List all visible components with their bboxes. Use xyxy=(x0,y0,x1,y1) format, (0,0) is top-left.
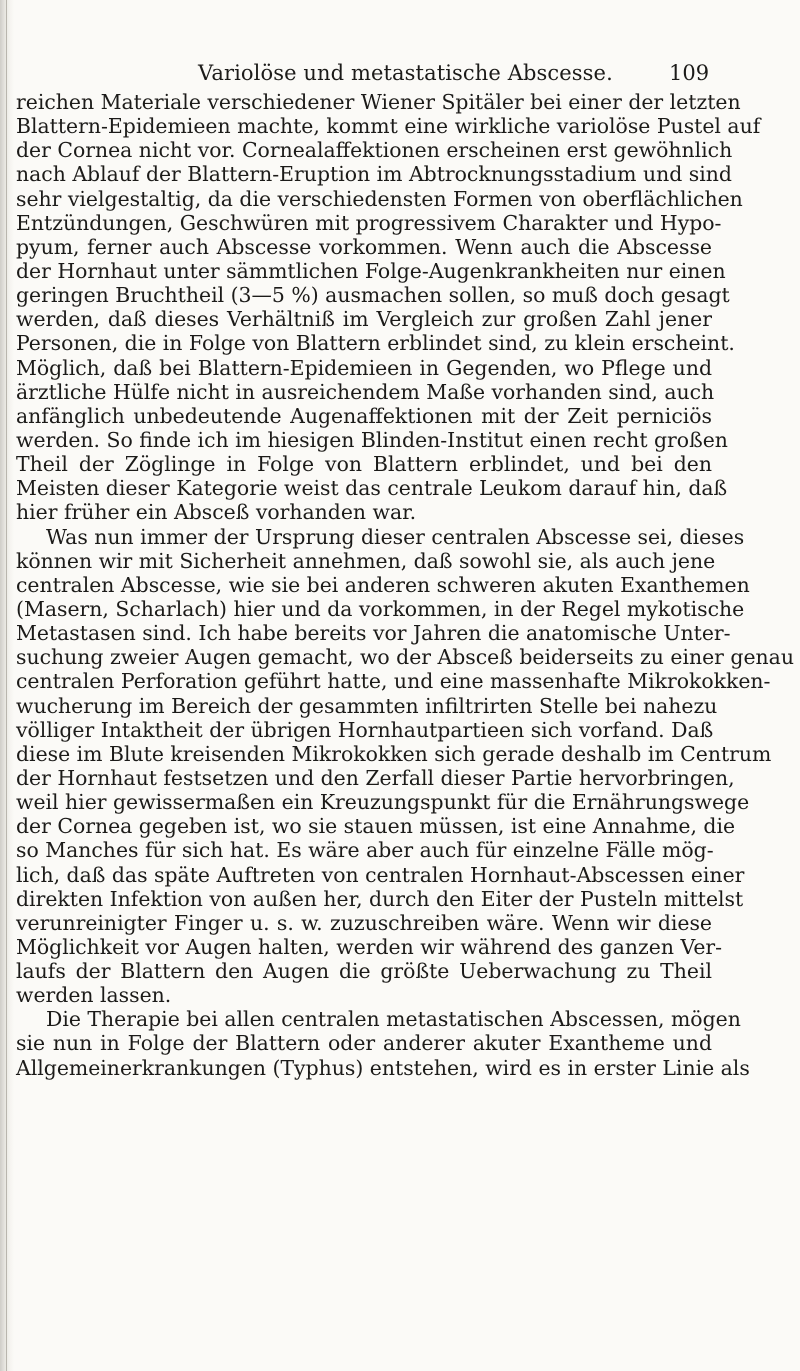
paragraph-start-line: Was nun immer der Ursprung dieser centralen Abscesse sei, dieses xyxy=(46,524,745,549)
text-line: der Cornea nicht vor. Cornealaffektionen erscheinen erst gewöhnlich xyxy=(16,138,733,163)
text-line: der Cornea gegeben ist, wo sie stauen müssen, ist eine Annahme, die xyxy=(16,814,736,839)
text-line: Allgemeinerkrankungen (Typhus) entstehen, wird es in erster Linie als xyxy=(16,1055,750,1080)
text-line: direkten Infektion von außen her, durch den Eiter der Pusteln mittelst xyxy=(16,886,744,911)
text-line: werden. So finde ich im hiesigen Blinden-Institut einen recht großen xyxy=(16,427,728,452)
text-line: so Manches für sich hat. Es wäre aber auch für einzelne Fälle mög- xyxy=(16,838,714,863)
page-gutter-shadow xyxy=(0,0,14,1371)
text-line: anfänglich unbedeutende Augenaffektionen mit der Zeit perniciös xyxy=(16,403,712,428)
text-line: (Masern, Scharlach) hier und da vorkommen, in der Regel mykotische xyxy=(16,596,745,621)
text-line: lich, daß das späte Auftreten von centralen Hornhaut-Abscessen einer xyxy=(16,862,745,887)
text-line: völliger Intaktheit der übrigen Hornhautpartieen sich vorfand. Daß xyxy=(16,717,714,742)
text-line: Meisten dieser Kategorie weist das centrale Leukom darauf hin, daß xyxy=(16,476,728,501)
text-line: geringen Bruchtheil (3—5 %) ausmachen sollen, so muß doch gesagt xyxy=(16,283,730,308)
text-line: weil hier gewissermaßen ein Kreuzungspunkt für die Ernährungswege xyxy=(16,790,750,815)
text-line: werden, daß dieses Verhältniß im Vergleich zur großen Zahl jener xyxy=(16,307,712,332)
text-line: diese im Blute kreisenden Mikrokokken sich gerade deshalb im Centrum xyxy=(16,741,772,766)
text-line: Theil der Zöglinge in Folge von Blattern erblindet, und bei den xyxy=(16,452,712,477)
page-number: 109 xyxy=(669,61,710,85)
text-line: nach Ablauf der Blattern-Eruption im Abtrocknungsstadium und sind xyxy=(16,162,732,187)
text-line: reichen Materiale verschiedener Wiener Spitäler bei einer der letzten xyxy=(16,90,741,114)
text-line: laufs der Blattern den Augen die größte Ueberwachung zu Theil xyxy=(16,959,712,984)
text-line: sehr vielgestaltig, da die verschiedensten Formen von oberflächlichen xyxy=(16,186,743,211)
text-line: Möglich, daß bei Blattern-Epidemieen in Gegenden, wo Pflege und xyxy=(16,355,712,380)
text-line: Entzündungen, Geschwüren mit progressivem Charakter und Hypo- xyxy=(16,210,722,235)
paragraph-start-line: Die Therapie bei allen centralen metastatischen Abscessen, mögen xyxy=(46,1007,741,1032)
running-header xyxy=(0,58,800,88)
paragraph-end-line: werden lassen. xyxy=(16,983,172,1008)
running-title: Variolöse und metastatische Abscesse. xyxy=(198,61,613,85)
text-line: der Hornhaut unter sämmtlichen Folge-Augenkrankheiten nur einen xyxy=(16,258,726,283)
body-text xyxy=(16,90,794,1080)
text-line: suchung zweier Augen gemacht, wo der Absceß beiderseits zu einer genau xyxy=(16,645,794,670)
text-line: können wir mit Sicherheit annehmen, daß sowohl sie, als auch jene xyxy=(16,548,716,573)
text-line: ärztliche Hülfe nicht in ausreichendem Maße vorhanden sind, auch xyxy=(16,379,715,404)
text-line: der Hornhaut festsetzen und den Zerfall dieser Partie hervorbringen, xyxy=(16,765,735,790)
text-line: pyum, ferner auch Abscesse vorkommen. Wenn auch die Abscesse xyxy=(16,234,712,259)
paragraph-end-line: hier früher ein Absceß vorhanden war. xyxy=(16,500,417,525)
text-line: wucherung im Bereich der gesammten infiltrirten Stelle bei nahezu xyxy=(16,693,718,718)
binding-edge-line xyxy=(6,0,7,1371)
text-line: Personen, die in Folge von Blattern erblindet sind, zu klein erscheint. xyxy=(16,331,735,356)
text-line: Möglichkeit vor Augen halten, werden wir während des ganzen Ver- xyxy=(16,934,723,959)
text-line: Metastasen sind. Ich habe bereits vor Jahren die anatomische Unter- xyxy=(16,621,731,646)
text-line: centralen Perforation geführt hatte, und eine massenhafte Mikrokokken- xyxy=(16,669,771,694)
text-line: Blattern-Epidemieen machte, kommt eine wirkliche variolöse Pustel auf xyxy=(16,114,761,139)
text-line: sie nun in Folge der Blattern oder anderer akuter Exantheme und xyxy=(16,1031,712,1056)
text-line: verunreinigter Finger u. s. w. zuzuschreiben wäre. Wenn wir diese xyxy=(16,910,712,935)
text-line: centralen Abscesse, wie sie bei anderen schweren akuten Exanthemen xyxy=(16,572,750,597)
